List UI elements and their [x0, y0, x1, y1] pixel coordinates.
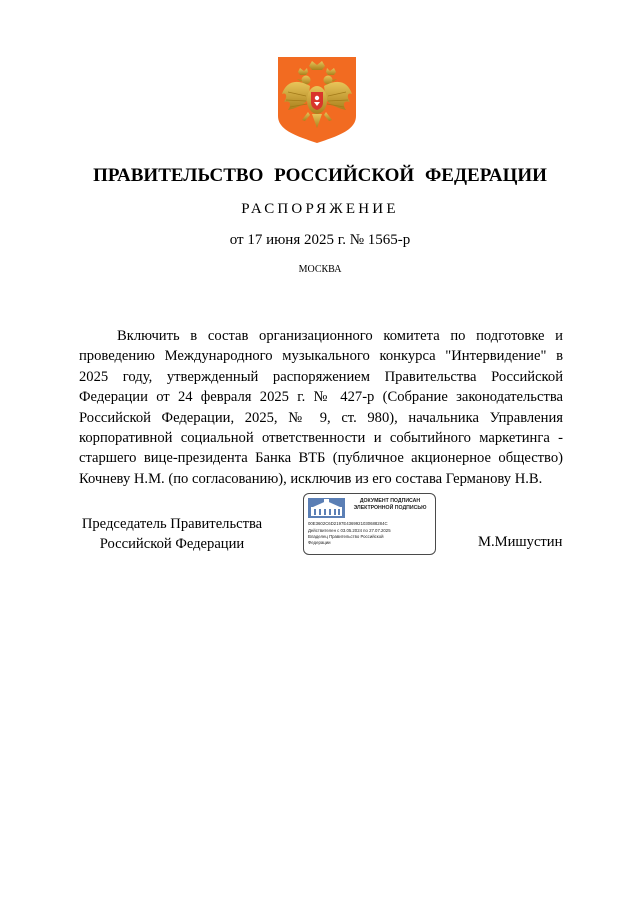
order-paragraph: Включить в состав организационного комитета по подготовке и проведению Международного музыкального конкурса "Интервидение" в 2025 году, утвержденный распоряжением Правительства Российской Федерации от 24 февраля 2025 г. № 427-р (Собрание законодательства Российской Федерации, 2025, № 9, ст. 980), начальника Управления корпоративной социальной ответственности и событийного маркетинга - старшего вице-президента Банка ВТБ (публичное акционерное общество) Кочневу Н.М. (по согласованию), исключив из его состава Германову Н.В. [79, 328, 563, 487]
stamp-certificate: 00E3602C6D2197E4369921030688284C [308, 521, 388, 526]
stamp-validity: Действителен с 03.05.2024 по 27.07.2025 [308, 528, 391, 533]
document-date-number: от 17 июня 2025 г. № 1565-р [229, 232, 411, 248]
signatory-position [72, 514, 272, 555]
stamp-heading [346, 498, 434, 512]
electronic-signature-stamp [303, 493, 436, 555]
document-type: РАСПОРЯЖЕНИЕ [241, 201, 399, 217]
government-building-icon [308, 498, 345, 518]
stamp-heading-line1: ДОКУМЕНТ ПОДПИСАН [359, 498, 421, 504]
signatory-position-line2: Российской Федерации [99, 536, 245, 553]
stamp-heading-line2: ЭЛЕКТРОННОЙ ПОДПИСЬЮ [353, 505, 427, 511]
government-title: ПРАВИТЕЛЬСТВО РОССИЙСКОЙ ФЕДЕРАЦИИ [93, 165, 547, 186]
stamp-owner-line2: Федерации [308, 540, 331, 545]
russian-coat-of-arms-icon [276, 56, 358, 144]
signatory-position-line1: Председатель Правительства [81, 516, 263, 532]
document-city: МОСКВА [298, 264, 342, 275]
signatory-name: М.Мишустин [478, 534, 563, 550]
stamp-owner-line1: Владелец Правительство Российской [308, 534, 384, 539]
